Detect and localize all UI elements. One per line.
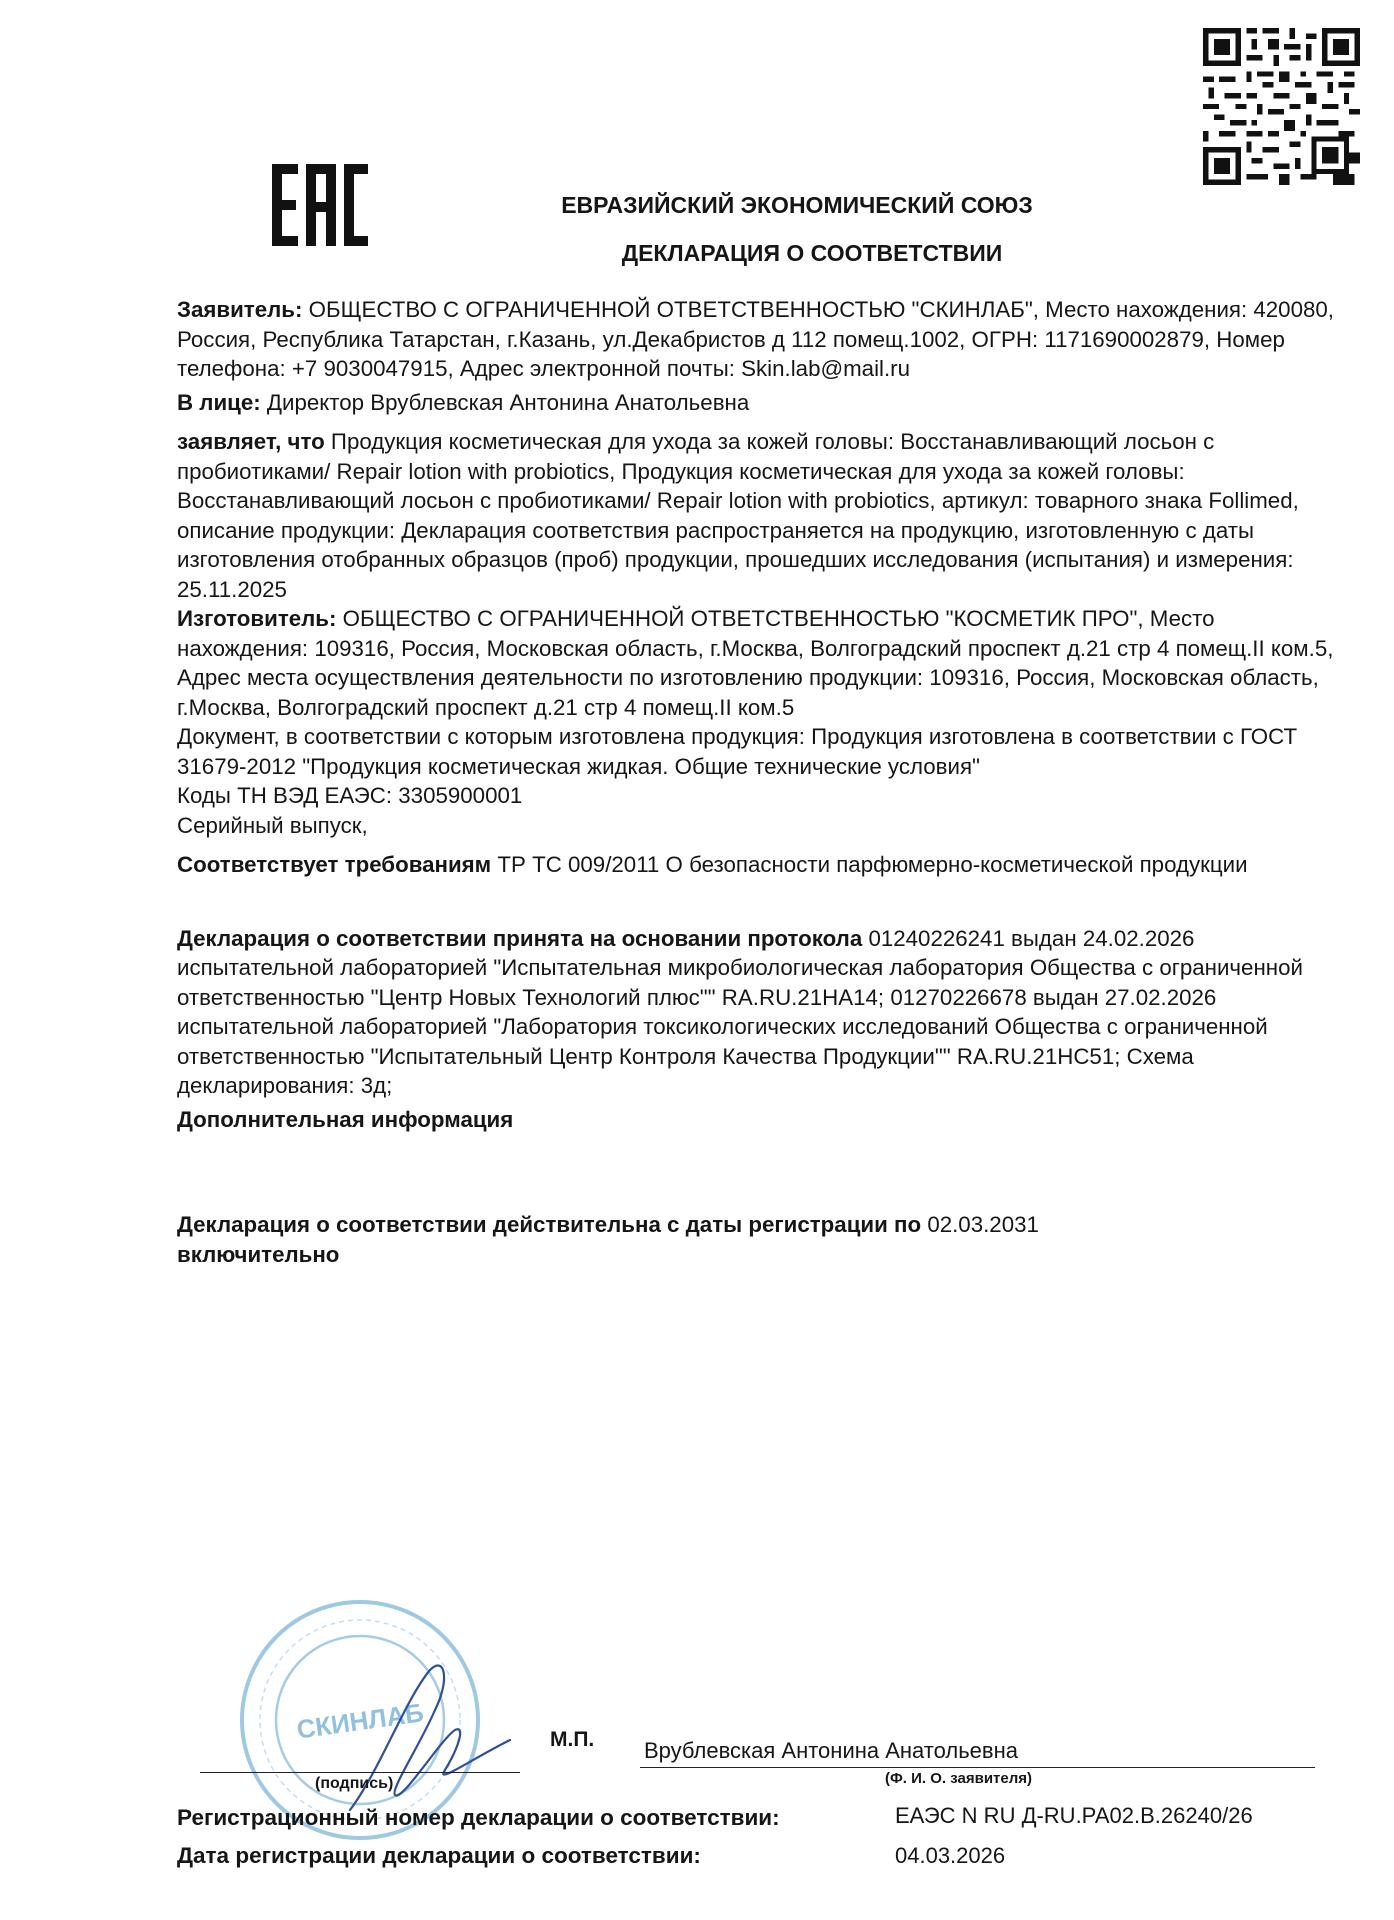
- tn-ved-codes: Коды ТН ВЭД ЕАЭС: 3305900001: [177, 783, 523, 808]
- applicant-text: ОБЩЕСТВО С ОГРАНИЧЕННОЙ ОТВЕТСТВЕННОСТЬЮ "СКИНЛАБ", Место нахождения: 420080, Россия, Республика Татарстан, г.Казань, ул.Декабристов д 112 помещ.1002, ОГРН: 1171690002879, Номер телефона: +7 9030047915, Адрес электронной почты: Skin.lab@mail.ru: [177, 297, 1334, 381]
- declares-label: заявляет, что: [177, 429, 325, 454]
- applicant-full-name: Врублевская Антонина Анатольевна: [644, 1738, 1018, 1763]
- signature-line: [200, 1772, 520, 1773]
- represented-section: [177, 388, 1347, 418]
- manufacturer-section: [177, 604, 1347, 722]
- manufacturer-document: Документ, в соответствии с которым изготовлена продукция: Продукция изготовлена в соответствии с ГОСТ 31679-2012 "Продукция косметическая жидкая. Общие технические условия": [177, 724, 1298, 779]
- conforms-section: [177, 850, 1347, 880]
- seal-place-label: М.П.: [550, 1728, 595, 1751]
- registration-date: 04.03.2026: [895, 1843, 1006, 1868]
- validity-section: [177, 1210, 1347, 1269]
- registration-number: ЕАЭС N RU Д-RU.РА02.В.26240/26: [895, 1803, 1253, 1828]
- full-name-line: [640, 1767, 1315, 1768]
- document-title: ДЕКЛАРАЦИЯ О СООТВЕТСТВИИ: [621, 240, 1003, 266]
- declaration-body: [177, 295, 1347, 1269]
- validity-date: 02.03.2031: [927, 1212, 1039, 1237]
- serial-release: Серийный выпуск,: [177, 812, 368, 838]
- union-heading: ЕВРАЗИЙСКИЙ ЭКОНОМИЧЕСКИЙ СОЮЗ: [561, 192, 1033, 218]
- additional-info-heading: Дополнительная информация: [177, 1106, 514, 1132]
- applicant-section: [177, 295, 1347, 384]
- signature-label: (подпись): [315, 1775, 394, 1792]
- validity-label: Декларация о соответствии действительна с даты регистрации по: [177, 1212, 922, 1237]
- declares-text: Продукция косметическая для ухода за кожей головы: Восстанавливающий лосьон с пробиотиками/ Repair lotion with probiotics, Продукция косметическая для ухода за кожей головы: Восстанавливающий лосьон с пробиотиками/ Repair lotion with probiotics, артикул: товарного знака Follimed, описание продукции: Декларация соответствия распространяется на продукцию, изготовленную с даты изготовления отобранных образцов (проб) продукции, прошедших исследования (испытания) и измерения: 25.11.2025: [177, 429, 1299, 602]
- represented-label: В лице:: [177, 389, 261, 415]
- protocol-section: [177, 924, 1347, 1101]
- conforms-label: Соответствует требованиям: [177, 852, 492, 877]
- manufacturer-text: ОБЩЕСТВО С ОГРАНИЧЕННОЙ ОТВЕТСТВЕННОСТЬЮ "КОСМЕТИК ПРО", Место нахождения: 109316, Россия, Московская область, г.Москва, Волгоградский проспект д.21 стр 4 помещ.II ком.5, Адрес места осуществления деятельности по изготовлению продукции: 109316, Россия, Московская область, г.Москва, Волгоградский проспект д.21 стр 4 помещ.II ком.5: [177, 606, 1334, 720]
- declares-section: [177, 427, 1347, 604]
- registration-number-label: Регистрационный номер декларации о соответствии:: [177, 1805, 780, 1830]
- validity-suffix: включительно: [177, 1241, 340, 1267]
- registration-date-label: Дата регистрации декларации о соответствии:: [177, 1843, 701, 1868]
- manufacturer-label: Изготовитель:: [177, 606, 337, 631]
- applicant-label: Заявитель:: [177, 297, 303, 322]
- represented-text: Директор Врублевская Антонина Анатольевна: [266, 389, 750, 415]
- protocol-label: Декларация о соответствии принята на основании протокола: [177, 925, 863, 951]
- qr-code-icon: [1203, 28, 1360, 185]
- full-name-label: (Ф. И. О. заявителя): [885, 1770, 1033, 1787]
- protocol-text: 01240226241 выдан 24.02.2026 испытательной лабораторией "Испытательная микробиологическая лаборатория Общества с ограниченной ответственностью "Центр Новых Технологий плюс"" RA.RU.21НА14; 01270226678 выдан 27.02.2026 испытательной лабораторией "Лаборатория токсикологических исследований Общества с ограниченной ответственностью "Испытательный Центр Контроля Качества Продукции"" RA.RU.21НС51; Схема декларирования: 3д;: [177, 925, 1303, 1098]
- stamp-text: СКИНЛАБ: [294, 1697, 426, 1745]
- conforms-text: ТР ТС 009/2011 О безопасности парфюмерно-косметической продукции: [497, 852, 1248, 877]
